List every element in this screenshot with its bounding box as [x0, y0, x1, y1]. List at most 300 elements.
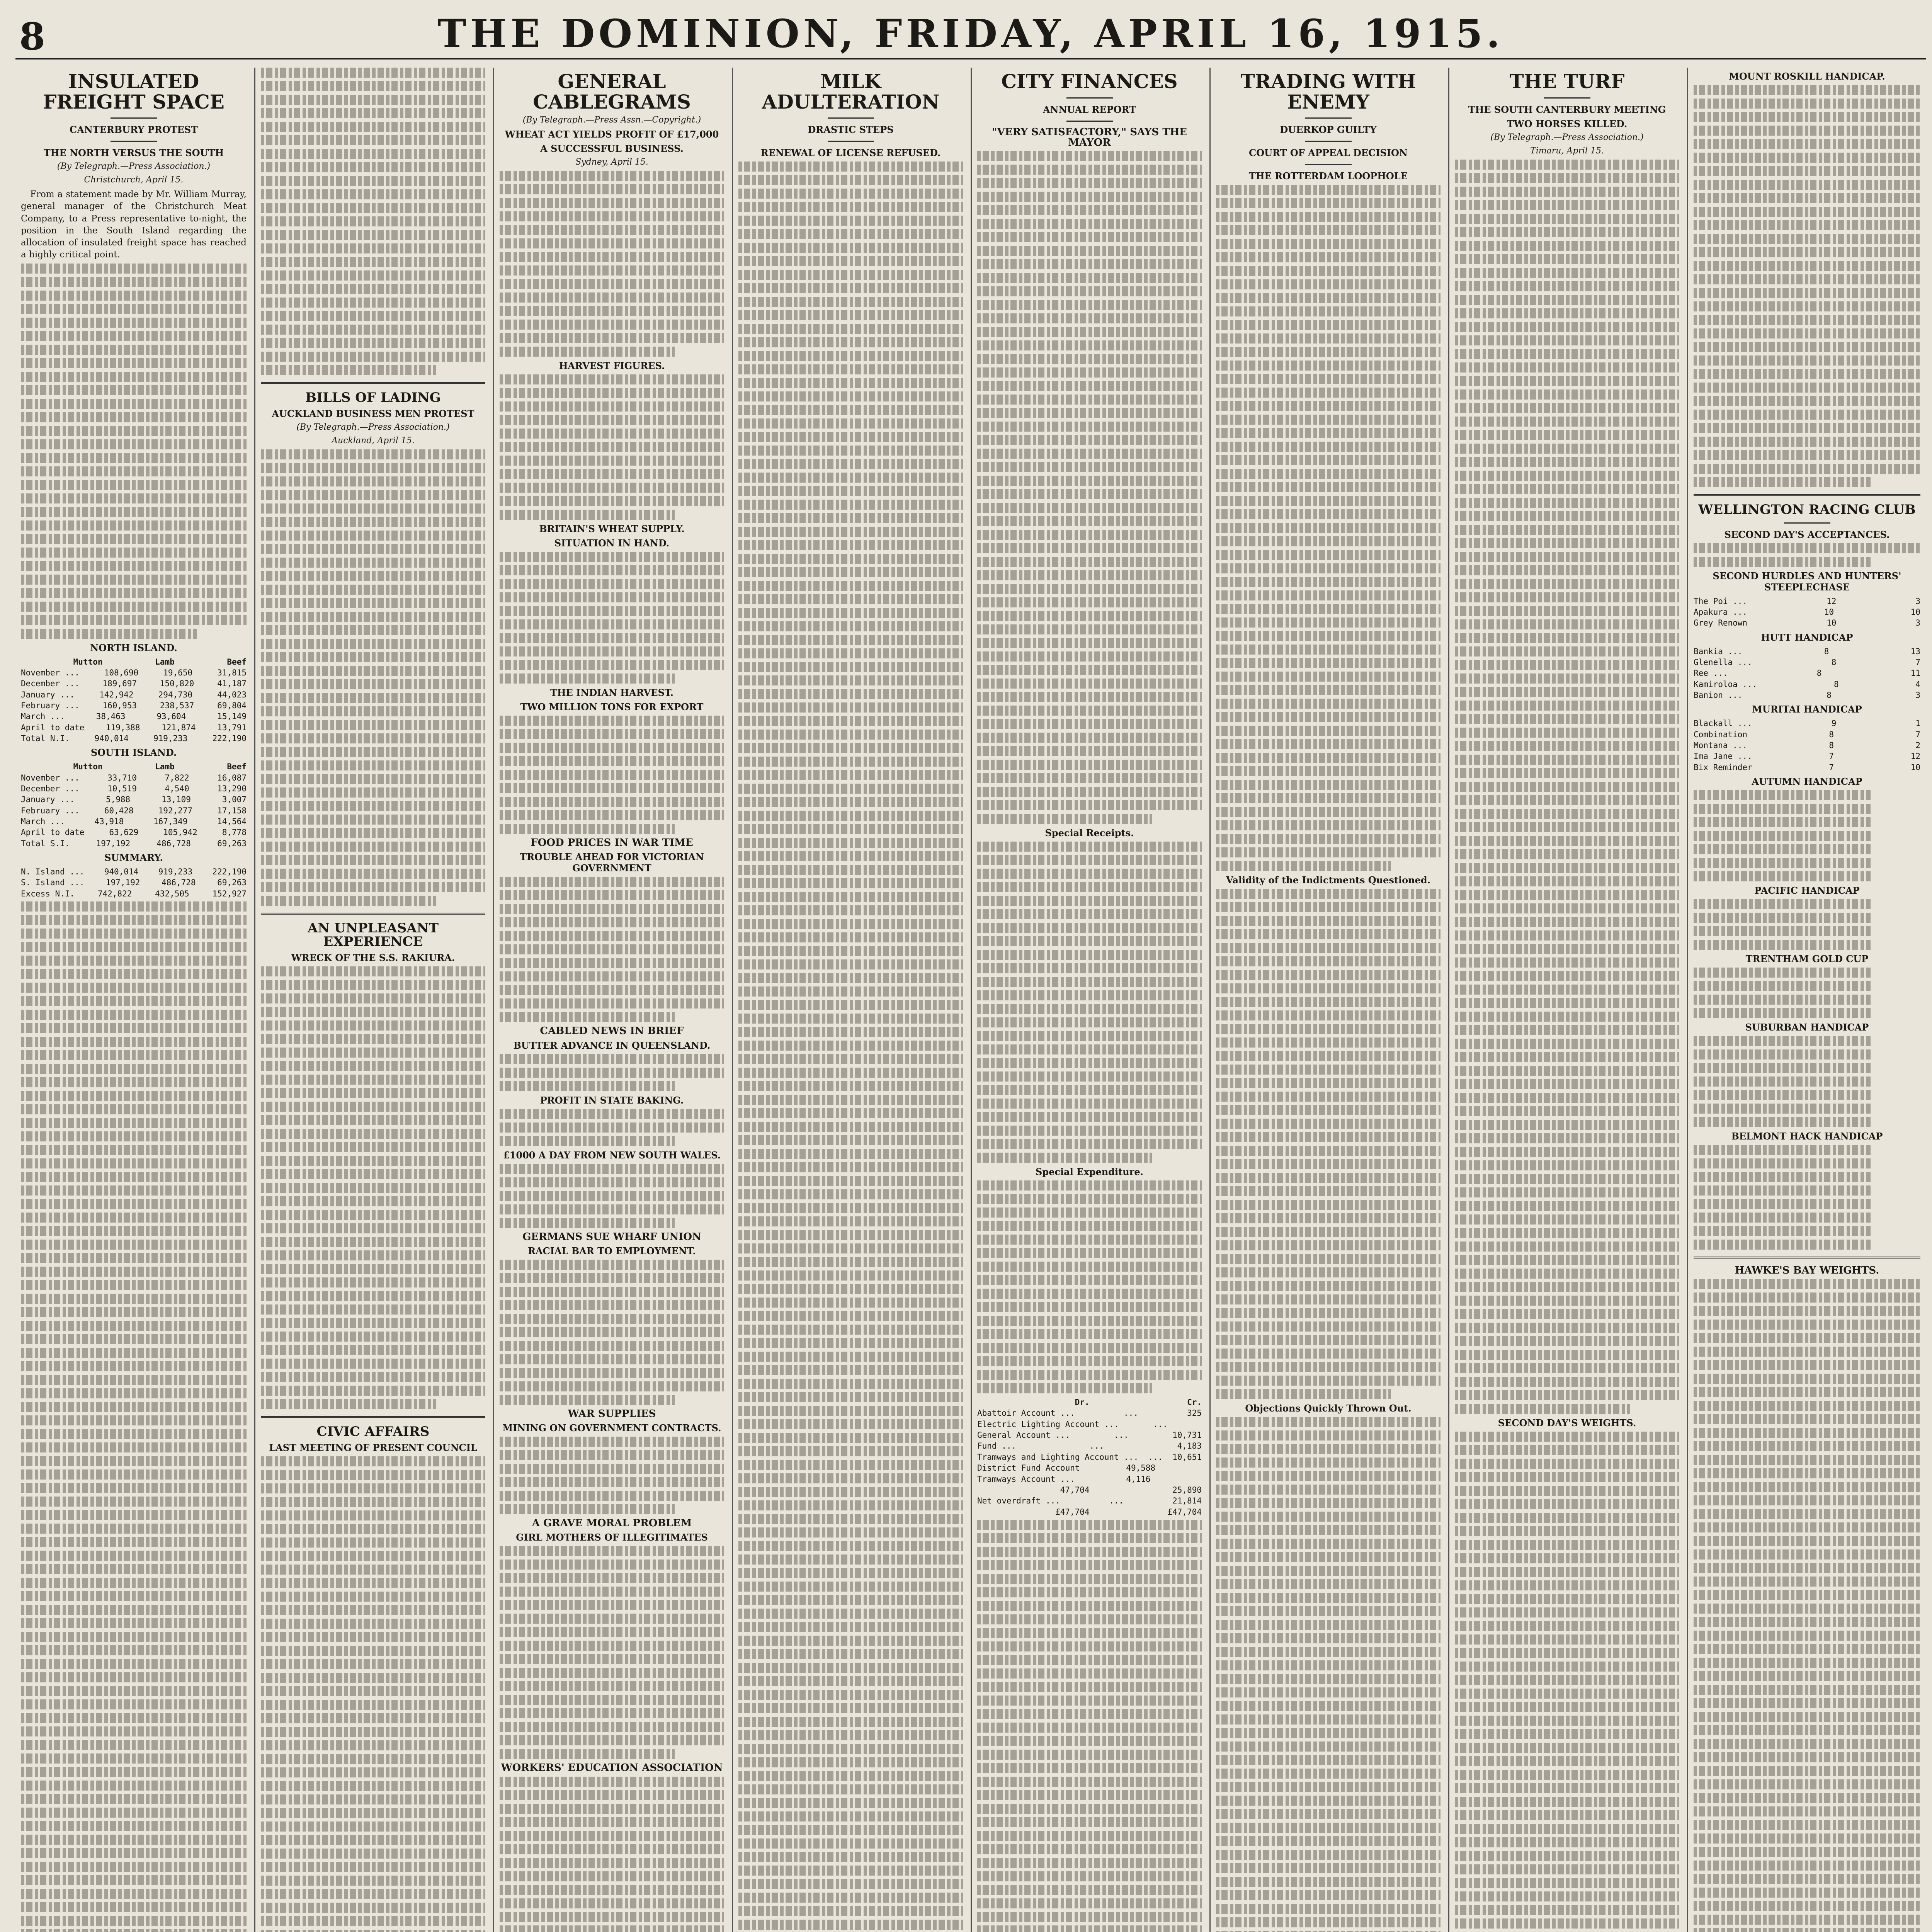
table-cell: 31,815	[217, 668, 247, 677]
table-cell: Kamiroloa ...	[1694, 679, 1757, 689]
masthead	[15, 8, 1926, 60]
headline-milk-adulteration: MILK ADULTERATION	[762, 70, 940, 113]
subhead-court-of-appeal: COURT OF APPEAL DECISION	[1249, 147, 1408, 158]
table-cell: Electric Lighting Account ...	[977, 1419, 1119, 1429]
table-cell: 197,192	[105, 878, 140, 888]
table-cell: Beef	[227, 657, 247, 667]
table-cell: 4,183	[1177, 1441, 1202, 1451]
table-cell: 49,588	[1126, 1463, 1156, 1473]
table-cell: 189,697	[102, 679, 137, 689]
table-cell: ...	[1114, 1430, 1129, 1440]
subhead-very-satisfactory: "VERY SATISFACTORY," SAYS THE MAYOR	[992, 126, 1187, 148]
table-cell: Blackall ...	[1694, 719, 1752, 728]
article-body	[977, 1520, 1202, 1932]
table-cell: 12	[1827, 596, 1837, 606]
race-entry	[1694, 729, 1920, 740]
table-cell: 8	[1824, 646, 1829, 656]
table-title-south: SOUTH ISLAND.	[90, 747, 177, 759]
subhead-canterbury-protest: CANTERBURY PROTEST	[70, 124, 198, 135]
table-cell: 197,192	[96, 838, 131, 848]
table-cell: 93,604	[156, 712, 186, 721]
byline: (By Telegraph.—Press Association.)	[57, 162, 211, 171]
table-cell: 222,190	[212, 734, 247, 743]
table-cell: 142,942	[99, 690, 134, 699]
article-body	[738, 162, 963, 1932]
table-row	[21, 700, 247, 711]
table-cell: 3	[1915, 596, 1920, 606]
race-list	[1694, 1145, 1920, 1250]
table-row	[977, 1452, 1202, 1463]
race-list	[1694, 1036, 1920, 1127]
table-cell: Fund ...	[977, 1441, 1017, 1451]
article-body	[261, 1456, 485, 1932]
table-cell: April to date	[21, 723, 85, 732]
subhead-two-million-tons: TWO MILLION TONS FOR EXPORT	[520, 701, 704, 713]
subhead-license-refused: RENEWAL OF LICENSE REFUSED.	[760, 147, 941, 158]
table-cell: Total S.I.	[21, 838, 70, 848]
table-cell: Tramways Account ...	[977, 1474, 1075, 1484]
article-body	[500, 877, 724, 1022]
table-cell: S. Island ...	[21, 878, 85, 888]
table-south-island	[21, 761, 247, 849]
article-body	[500, 171, 724, 357]
article-body	[1694, 543, 1920, 567]
dateline: Sydney, April 15.	[575, 157, 648, 167]
table-cell: January ...	[21, 690, 75, 699]
table-cell: 47,704	[1060, 1485, 1090, 1495]
table-cell: 150,820	[160, 679, 194, 689]
table-row	[977, 1495, 1202, 1506]
table-cell: Excess N.I.	[21, 889, 75, 898]
table-row	[977, 1474, 1202, 1485]
table-cell: 3,007	[222, 795, 247, 804]
table-cell: 44,023	[217, 690, 247, 699]
table-cell: 41,187	[217, 679, 247, 689]
table-cell: 7	[1915, 658, 1920, 667]
table-cell: Net overdraft ...	[977, 1496, 1060, 1506]
race-table	[1694, 718, 1920, 773]
article-body	[500, 1109, 724, 1146]
table-cell: 2	[1915, 741, 1920, 750]
table-cell: 160,953	[102, 701, 137, 710]
table-row	[977, 1463, 1202, 1473]
table-cell: Combination	[1694, 730, 1748, 739]
columns-area	[15, 68, 1926, 1932]
race-trentham-gold-cup: TRENTHAM GOLD CUP	[1745, 953, 1869, 965]
table-row	[977, 1507, 1202, 1517]
table-cell: 8,778	[222, 828, 247, 837]
table-cell: 9	[1831, 719, 1837, 728]
race-entry	[1694, 668, 1920, 679]
table-cell: ...	[1153, 1419, 1168, 1429]
table-cell: 69,263	[217, 878, 247, 888]
subhead-drastic-steps: DRASTIC STEPS	[808, 124, 894, 135]
article-body	[500, 716, 724, 834]
table-cell: 38,463	[96, 712, 126, 721]
table-cell: 16,087	[217, 773, 247, 782]
table-cell: 21,814	[1172, 1496, 1202, 1506]
table-row	[21, 838, 247, 849]
table-cell: 486,728	[162, 878, 196, 888]
table-cell: 14,564	[217, 817, 247, 827]
table-cell: February ...	[21, 806, 80, 815]
table-row	[977, 1408, 1202, 1418]
table-cell: April to date	[21, 828, 85, 837]
table-row	[21, 667, 247, 678]
table-row	[21, 761, 247, 772]
headline-wellington-racing: WELLINGTON RACING CLUB	[1698, 502, 1916, 517]
table-cell: January ...	[21, 795, 75, 804]
table-north-island	[21, 656, 247, 744]
table-row	[21, 733, 247, 744]
table-cell: 919,233	[153, 734, 188, 743]
race-suburban-handicap: SUBURBAN HANDICAP	[1745, 1022, 1869, 1033]
table-cell: 43,918	[94, 817, 124, 827]
subhead-duerkop-guilty: DUERKOP GUILTY	[1280, 124, 1377, 135]
headline-bills-of-lading: BILLS OF LADING	[305, 390, 441, 405]
article-body	[500, 552, 724, 684]
dateline: Christchurch, April 15.	[84, 175, 184, 185]
article-body	[500, 1546, 724, 1759]
column-3	[493, 68, 730, 1932]
section-objections: Objections Quickly Thrown Out.	[1245, 1403, 1412, 1414]
item-germans-sue: GERMANS SUE WHARF UNION	[522, 1231, 701, 1243]
table-cell: ...	[1124, 1408, 1138, 1418]
table-cell: Mutton	[73, 657, 103, 667]
table-cell: 222,190	[212, 867, 247, 877]
subhead-1000-a-day: £1000 A DAY FROM NEW SOUTH WALES.	[503, 1149, 721, 1161]
table-cell: November ...	[21, 668, 80, 677]
table-row	[977, 1440, 1202, 1451]
headline-city-finances: CITY FINANCES	[1001, 70, 1178, 93]
table-cell: 4,540	[165, 784, 189, 794]
race-entry	[1694, 596, 1920, 607]
table-cell: 8	[1816, 668, 1822, 678]
table-title-summary: SUMMARY.	[104, 852, 163, 864]
byline: (By Telegraph.—Press Assn.—Copyright.)	[522, 115, 701, 125]
article-body	[500, 1054, 724, 1091]
table-cell: Ree ...	[1694, 668, 1728, 678]
table-cell: 108,690	[104, 668, 139, 677]
item-britains-wheat: BRITAIN'S WHEAT SUPPLY.	[539, 523, 685, 534]
article-body	[500, 1437, 724, 1514]
table-cell: Apakura ...	[1694, 607, 1748, 617]
table-cell: 940,014	[104, 867, 139, 877]
table-row	[21, 816, 247, 827]
table-cell: ...	[1109, 1496, 1124, 1506]
table-summary	[21, 866, 247, 899]
table-row	[21, 888, 247, 899]
table-cell: Lamb	[155, 657, 175, 667]
race-entry	[1694, 657, 1920, 668]
table-cell: 7	[1829, 762, 1834, 772]
table-cell: 13,791	[217, 723, 247, 732]
race-entry	[1694, 690, 1920, 701]
race-mount-roskill: MOUNT ROSKILL HANDICAP.	[1729, 71, 1885, 82]
table-cell: 15,149	[217, 712, 247, 721]
race-pacific-handicap: PACIFIC HANDICAP	[1754, 885, 1860, 896]
headline-unpleasant-experience: AN UNPLEASANT EXPERIENCE	[307, 920, 439, 950]
race-entry	[1694, 740, 1920, 751]
article-body	[977, 151, 1202, 824]
subhead-last-meeting: LAST MEETING OF PRESENT COUNCIL	[269, 1442, 477, 1453]
table-row	[977, 1397, 1202, 1408]
table-cell: 940,014	[94, 734, 129, 743]
race-entry	[1694, 679, 1920, 690]
table-cell: 192,277	[158, 806, 193, 815]
subhead-south-canterbury: THE SOUTH CANTERBURY MEETING	[1468, 104, 1666, 115]
lead-paragraph: From a statement made by Mr. William Murray, general manager of the Christchurch Meat Company, to a Press representative to-night, the position in the South Island regarding the allocation of insulated freight space has reached a highly critical point.	[21, 189, 247, 260]
table-row	[977, 1430, 1202, 1440]
table-row	[21, 711, 247, 722]
table-row	[21, 722, 247, 733]
table-cell: 10	[1910, 762, 1920, 772]
race-autumn-handicap: AUTUMN HANDICAP	[1752, 776, 1862, 787]
table-cell: Total N.I.	[21, 734, 70, 743]
article-body	[500, 1164, 724, 1228]
divider	[111, 141, 157, 142]
table-row	[21, 794, 247, 805]
column-6	[1209, 68, 1446, 1932]
table-cell: March ...	[21, 817, 65, 827]
table-cell: 8	[1834, 679, 1839, 689]
race-entry	[1694, 762, 1920, 773]
article-body	[1216, 1417, 1440, 1932]
subhead-state-baking: PROFIT IN STATE BAKING.	[540, 1094, 684, 1106]
table-row	[977, 1485, 1202, 1495]
article-body	[500, 1260, 724, 1405]
table-cell: 69,804	[217, 701, 247, 710]
headline-hawkes-bay: HAWKE'S BAY WEIGHTS.	[1735, 1265, 1879, 1277]
table-cell: 11	[1910, 668, 1920, 678]
table-cell: 119,388	[105, 723, 140, 732]
table-row	[21, 678, 247, 689]
subhead-mining: MINING ON GOVERNMENT CONTRACTS.	[502, 1422, 721, 1434]
table-cell: December ...	[21, 679, 80, 689]
table-cell: 25,890	[1172, 1485, 1202, 1495]
dateline: Timaru, April 15.	[1530, 146, 1604, 156]
table-row	[21, 783, 247, 794]
race-list	[1694, 899, 1920, 950]
table-cell: 8	[1829, 741, 1834, 750]
byline: (By Telegraph.—Press Association.)	[1490, 132, 1644, 142]
race-table	[1694, 596, 1920, 629]
table-cell: 63,629	[109, 828, 139, 837]
article-body	[977, 842, 1202, 1163]
table-cell: Abattoir Account ...	[977, 1408, 1075, 1418]
section-second-days-weights: SECOND DAY'S WEIGHTS.	[1498, 1417, 1636, 1429]
race-table	[1694, 646, 1920, 701]
column-8	[1687, 68, 1926, 1932]
divider	[111, 117, 157, 119]
table-cell: ...	[1148, 1452, 1163, 1462]
column-7	[1448, 68, 1685, 1932]
table-cell: 105,942	[163, 828, 197, 837]
item-workers-education: WORKERS' EDUCATION ASSOCIATION	[501, 1762, 723, 1774]
subhead-successful-business: A SUCCESSFUL BUSINESS.	[540, 143, 684, 154]
table-cell: 4	[1915, 679, 1920, 689]
table-cell: 121,874	[162, 723, 196, 732]
article-body	[1455, 1432, 1679, 1932]
page-number: 8	[19, 15, 45, 58]
table-cell: Glenella ...	[1694, 658, 1752, 667]
table-cell: Bix Reminder	[1694, 762, 1752, 772]
table-cell: 13	[1910, 646, 1920, 656]
table-cell: 10,519	[107, 784, 137, 794]
table-cell: Beef	[227, 762, 247, 772]
item-grave-moral-problem: A GRAVE MORAL PROBLEM	[532, 1517, 692, 1529]
table-cell: 486,728	[156, 838, 191, 848]
headline-general-cablegrams: GENERAL CABLEGRAMS	[533, 70, 691, 113]
table-cell: 7,822	[165, 773, 189, 782]
article-body	[977, 1180, 1202, 1393]
table-row	[21, 877, 247, 888]
table-cell: 60,428	[104, 806, 134, 815]
item-indian-harvest: THE INDIAN HARVEST.	[550, 687, 674, 698]
article-body	[1694, 1279, 1920, 1932]
table-cell: 238,537	[160, 701, 194, 710]
table-cell: 10,731	[1172, 1430, 1202, 1440]
item-harvest-figures: HARVEST FIGURES.	[559, 360, 665, 371]
table-cell: £47,704	[1055, 1507, 1090, 1517]
article-body	[500, 374, 724, 520]
table-cell: District Fund Account	[977, 1463, 1080, 1473]
byline: (By Telegraph.—Press Association.)	[296, 422, 450, 432]
item-food-prices: FOOD PRICES IN WAR TIME	[531, 837, 693, 849]
table-cell: 7	[1915, 730, 1920, 739]
race-muritai-handicap: MURITAI HANDICAP	[1752, 704, 1862, 715]
article-body	[21, 264, 247, 639]
newspaper-title: THE DOMINION, FRIDAY, APRIL 16, 1915.	[437, 11, 1504, 56]
table-cell: February ...	[21, 701, 80, 710]
subhead-situation: SITUATION IN HAND.	[554, 537, 670, 549]
table-cell: Banion ...	[1694, 690, 1743, 700]
table-cell: Montana ...	[1694, 741, 1748, 750]
subhead-annual-report: ANNUAL REPORT	[1043, 104, 1136, 115]
subhead-two-horses-killed: TWO HORSES KILLED.	[1507, 118, 1628, 129]
table-cell: General Account ...	[977, 1430, 1070, 1440]
article-body	[1455, 160, 1679, 1414]
table-cell: 294,730	[158, 690, 193, 699]
article-body	[261, 966, 485, 1409]
table-row	[21, 656, 247, 667]
article-body	[21, 901, 247, 1932]
item-wheat-act: WHEAT ACT YIELDS PROFIT OF £17,000	[505, 129, 719, 140]
table-title-north: NORTH ISLAND.	[90, 642, 177, 653]
race-entry	[1694, 646, 1920, 657]
table-cell: 17,158	[217, 806, 247, 815]
table-cell: Grey Renown	[1694, 618, 1748, 628]
table-cell: 4,116	[1126, 1474, 1151, 1484]
table-cell: Tramways and Lighting Account ...	[977, 1452, 1139, 1462]
table-cell: Cr.	[1187, 1398, 1202, 1407]
table-cell: N. Island ...	[21, 867, 85, 877]
column-5	[971, 68, 1207, 1932]
balance-table	[977, 1397, 1202, 1517]
article-body	[500, 1777, 724, 1932]
race-list	[1694, 968, 1920, 1018]
table-cell: 19,650	[163, 668, 193, 677]
table-cell: 8	[1829, 730, 1834, 739]
table-cell: ...	[1089, 1441, 1104, 1451]
table-cell: 10	[1910, 607, 1920, 617]
headline-insulated-freight: INSULATED FREIGHT SPACE	[43, 70, 224, 113]
table-cell: 3	[1915, 618, 1920, 628]
race-entry	[1694, 718, 1920, 729]
table-cell: Ima Jane ...	[1694, 752, 1752, 761]
table-cell: £47,704	[1167, 1507, 1202, 1517]
race-entry	[1694, 617, 1920, 628]
table-row	[977, 1419, 1202, 1430]
subhead-rakiura-wreck: WRECK OF THE S.S. RAKIURA.	[291, 952, 455, 964]
table-cell: 10,651	[1172, 1452, 1202, 1462]
table-cell: 7	[1829, 752, 1834, 761]
table-cell: 919,233	[158, 867, 193, 877]
table-cell: 3	[1915, 690, 1920, 700]
table-cell: 12	[1910, 752, 1920, 761]
table-cell: 13,109	[162, 795, 191, 804]
item-cabled-news: CABLED NEWS IN BRIEF	[540, 1025, 684, 1037]
table-row	[21, 827, 247, 838]
table-cell: Bankia ...	[1694, 646, 1743, 656]
table-cell: 10	[1827, 618, 1837, 628]
column-1	[15, 68, 252, 1932]
headline-civic-affairs: CIVIC AFFAIRS	[316, 1424, 430, 1440]
article-body	[1216, 889, 1440, 1399]
article-body	[1694, 85, 1920, 487]
table-cell: 152,927	[212, 889, 247, 898]
headline-trading-with-enemy: TRADING WITH ENEMY	[1240, 70, 1416, 113]
table-cell: 5,988	[105, 795, 131, 804]
subhead-auckland-protest: AUCKLAND BUSINESS MEN PROTEST	[272, 408, 474, 419]
table-row	[21, 772, 247, 783]
table-cell: 10	[1824, 607, 1834, 617]
table-cell: November ...	[21, 773, 80, 782]
subhead-butter-advance: BUTTER ADVANCE IN QUEENSLAND.	[513, 1039, 711, 1051]
table-cell: 8	[1831, 658, 1837, 667]
table-cell: 13,290	[217, 784, 247, 794]
table-cell: 167,349	[153, 817, 188, 827]
section-special-receipts: Special Receipts.	[1045, 827, 1134, 839]
dateline: Auckland, April 15.	[332, 435, 415, 446]
table-cell: Lamb	[155, 762, 175, 772]
table-cell: 33,710	[107, 773, 137, 782]
article-body	[261, 68, 485, 375]
table-row	[21, 689, 247, 700]
subhead-north-vs-south: THE NORTH VERSUS THE SOUTH	[43, 147, 224, 158]
headline-the-turf: THE TURF	[1509, 70, 1625, 93]
column-2	[254, 68, 491, 1932]
subhead-victorian-trouble: TROUBLE AHEAD FOR VICTORIAN GOVERNMENT	[520, 851, 704, 874]
table-cell: Dr.	[1075, 1398, 1090, 1407]
subhead-girl-mothers: GIRL MOTHERS OF ILLEGITIMATES	[516, 1532, 708, 1543]
race-entry	[1694, 751, 1920, 762]
subhead-rotterdam-loophole: THE ROTTERDAM LOOPHOLE	[1249, 170, 1408, 182]
section-validity: Validity of the Indictments Questioned.	[1226, 874, 1430, 886]
race-list	[1694, 790, 1920, 881]
section-special-expenditure: Special Expenditure.	[1036, 1166, 1143, 1178]
item-war-supplies: WAR SUPPLIES	[568, 1408, 656, 1420]
table-row	[21, 866, 247, 877]
subhead-racial-bar: RACIAL BAR TO EMPLOYMENT.	[528, 1245, 696, 1257]
race-hurdles-steeplechase: SECOND HURDLES AND HUNTERS' STEEPLECHASE	[1713, 570, 1901, 593]
table-cell: Mutton	[73, 762, 103, 772]
table-cell: March ...	[21, 712, 65, 721]
table-cell: 325	[1187, 1408, 1202, 1418]
table-cell: 1	[1915, 719, 1920, 728]
table-cell: 8	[1827, 690, 1832, 700]
column-4	[732, 68, 968, 1932]
